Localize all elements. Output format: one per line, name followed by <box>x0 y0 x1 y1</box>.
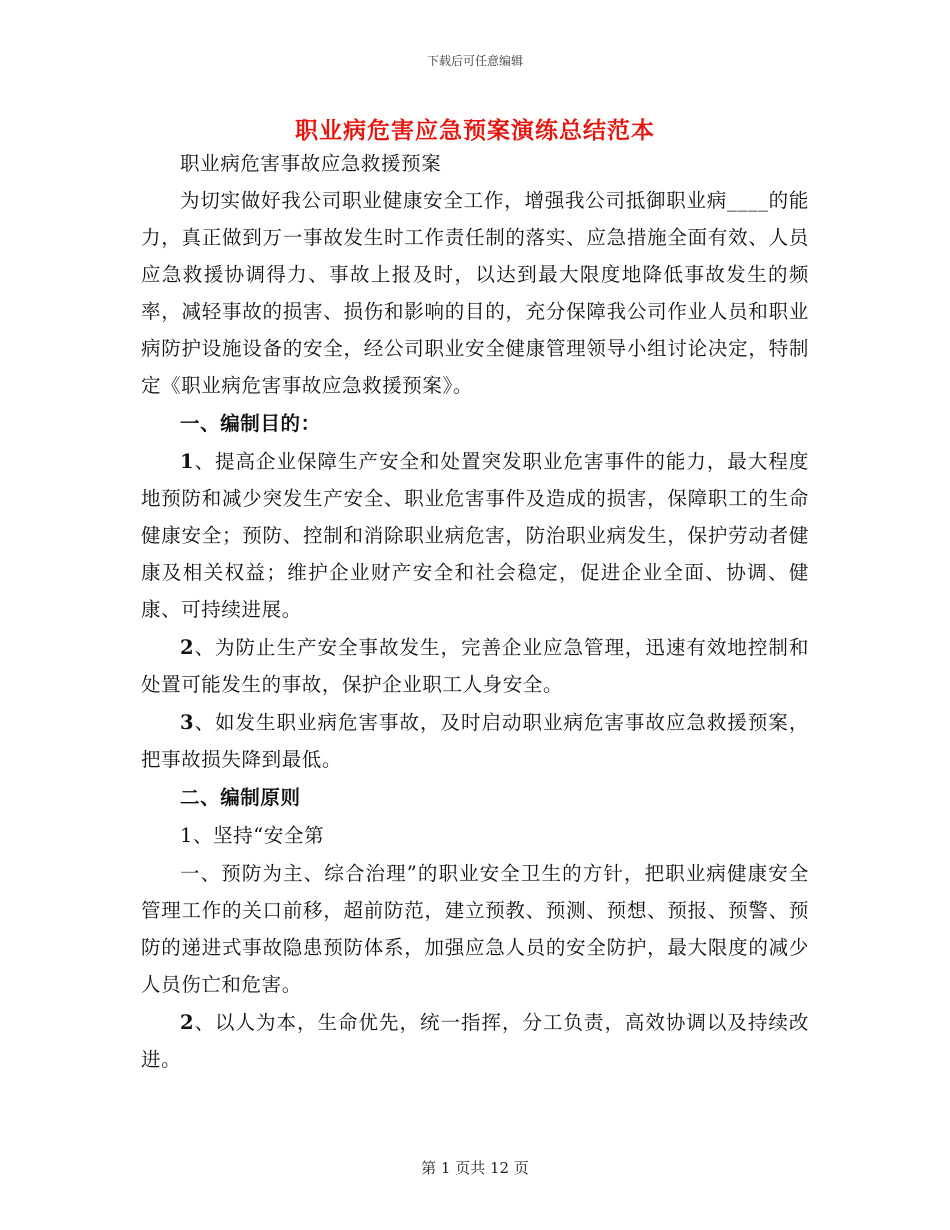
item-number: 2 <box>180 1011 195 1034</box>
subtitle-paragraph: 职业病危害事故应急救援预案 <box>180 152 442 175</box>
purpose-item-3 <box>141 704 809 778</box>
document-title: 职业病危害应急预案演练总结范本 <box>295 117 655 144</box>
item-number: 1 <box>180 450 195 473</box>
item-text: 、提高企业保障生产安全和处置突发职业危害事件的能力，最大程度地预防和减少突发生产安全、职业危害事件及造成的损害，保障职工的生命健康安全；预防、控制和消除职业病危害，防治职业病发生，保护劳动者健康及相关权益；维护企业财产安全和社会稳定，促进企业全面、协调、健康、可持续进展。 <box>141 450 809 621</box>
intro-paragraph: 为切实做好我公司职业健康安全工作，增强我公司抵御职业病____的能力，真正做到万一事故发生时工作责任制的落实、应急措施全面有效、人员应急救援协调得力、事故上报及时，以达到最大限度地降低事故发生的频率，减轻事故的损害、损伤和影响的目的，充分保障我公司作业人员和职业病防护设施设备的安全，经公司职业安全健康管理领导小组讨论决定，特制定《职业病危害事故应急救援预案》。 <box>141 189 809 397</box>
header-note: 下载后可任意编辑 <box>426 54 523 68</box>
section-heading-principles: 二、编制原则 <box>180 786 301 809</box>
page-footer: 第 1 页共 12 页 <box>421 1159 529 1177</box>
document-body <box>141 145 809 1078</box>
purpose-item-1 <box>141 443 809 628</box>
principle-item-2 <box>141 1004 809 1078</box>
principle-item-1-continued: 一、预防为主、综合治理”的职业安全卫生的方针，把职业病健康安全管理工作的关口前移，超前防范，建立预教、预测、预想、预报、预警、预防的递进式事故隐患预防体系，加强应急人员的安全防护，最大限度的减少人员伤亡和危害。 <box>141 862 809 996</box>
item-number: 2 <box>180 636 195 659</box>
purpose-item-2 <box>141 629 809 703</box>
section-heading-purpose: 一、编制目的： <box>180 412 321 435</box>
principle-item-1-start: 1、坚持“安全第 <box>180 824 325 847</box>
item-text: 、为防止生产安全事故发生，完善企业应急管理，迅速有效地控制和处置可能发生的事故，保护企业职工人身安全。 <box>141 636 809 696</box>
item-number: 3 <box>180 711 195 734</box>
item-text: 、以人为本，生命优先，统一指挥，分工负责，高效协调以及持续改进。 <box>141 1011 809 1071</box>
item-text: 、如发生职业病危害事故，及时启动职业病危害事故应急救援预案，把事故损失降到最低。 <box>141 711 809 771</box>
